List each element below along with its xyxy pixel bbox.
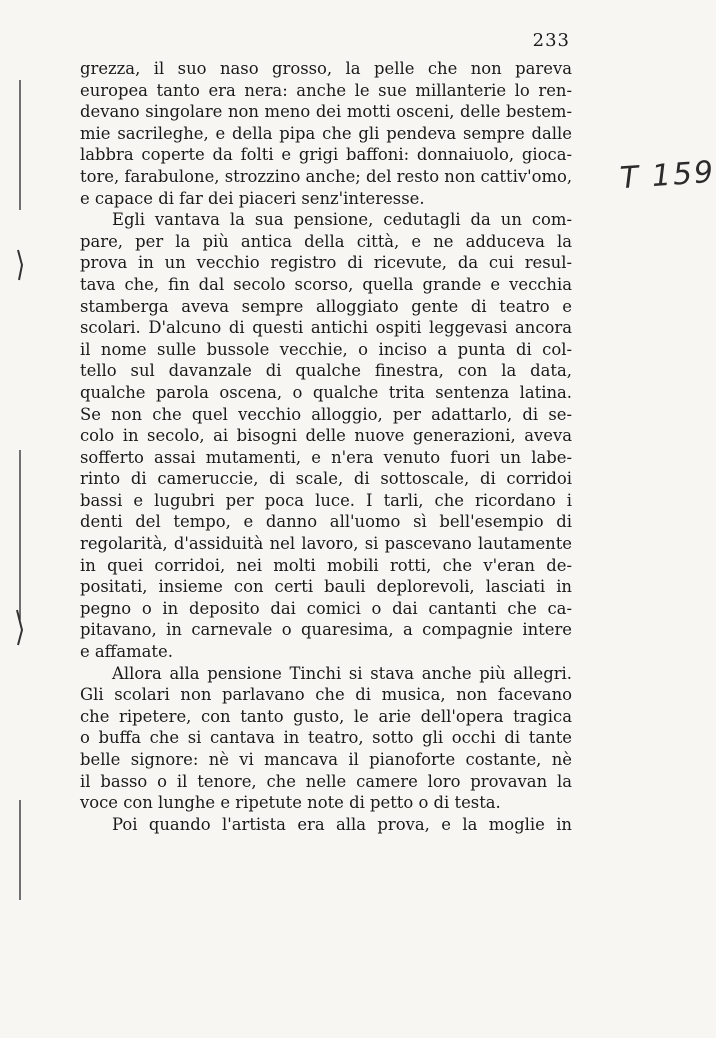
text-line: pitavano, in carnevale o quaresima, a compagnie intere bbox=[80, 620, 572, 640]
text-line: e capace di far dei piaceri senz'interesse. bbox=[80, 188, 425, 208]
text-line: prova in un vecchio registro di ricevute, da cui resul- bbox=[80, 253, 572, 273]
text-line: pegno o in deposito dai comici o dai cantanti che ca- bbox=[80, 598, 572, 618]
text-line: Gli scolari non parlavano che di musica, non facevano bbox=[80, 685, 572, 705]
text-line: che ripetere, con tanto gusto, le arie dell'opera tragica bbox=[80, 706, 572, 726]
text-line: bassi e lugubri per poca luce. I tarli, che ricordano i bbox=[80, 490, 572, 510]
text-line: belle signore: nè vi mancava il pianoforte costante, nè bbox=[80, 750, 572, 769]
text-line: scolari. D'alcuno di questi antichi ospiti leggevasi ancora bbox=[80, 318, 572, 338]
text-line: europea tanto era nera: anche le sue millanterie lo ren- bbox=[80, 80, 572, 100]
text-line: il nome sulle bussole vecchie, o inciso a punta di col- bbox=[80, 339, 572, 359]
binding-margin-marks bbox=[0, 0, 40, 1038]
text-line: sofferto assai mutamenti, e n'era venuto fuori un labe- bbox=[80, 447, 572, 467]
text-line: mie sacrileghe, e della pipa che gli pendeva sempre dalle bbox=[80, 123, 572, 143]
text-line: regolarità, d'assiduità nel lavoro, si pascevano lautamente bbox=[80, 534, 572, 554]
text-line: Egli vantava la sua pensione, cedutagli da un com- bbox=[112, 210, 572, 230]
text-line: rinto di cameruccie, di scale, di sottoscale, di corridoi bbox=[80, 469, 572, 489]
text-line: colo in secolo, ai bisogni delle nuove generazioni, aveva bbox=[80, 426, 572, 446]
text-line: grezza, il suo naso grosso, la pelle che non pareva bbox=[80, 59, 572, 78]
text-line: il basso o il tenore, che nelle camere loro provavan la bbox=[80, 771, 572, 791]
handwritten-margin-note: T 159 bbox=[618, 154, 716, 197]
text-line: pare, per la più antica della città, e ne adduceva la bbox=[80, 231, 572, 251]
text-line: labbra coperte da folti e grigi baffoni: donnaiuolo, gioca- bbox=[80, 145, 572, 165]
text-line: devano singolare non meno dei motti osceni, delle bestem- bbox=[80, 102, 572, 122]
text-line: denti del tempo, e danno all'uomo sì bell'esempio di bbox=[80, 512, 572, 532]
text-line: positati, insieme con certi bauli deplorevoli, lasciati in bbox=[80, 577, 572, 597]
text-line: tello sul davanzale di qualche finestra, con la data, bbox=[80, 361, 572, 381]
page-number: 233 bbox=[532, 30, 570, 51]
body-text bbox=[80, 58, 572, 835]
text-line: Poi quando l'artista era alla prova, e la moglie in bbox=[112, 814, 572, 834]
text-line: voce con lunghe e ripetute note di petto o di testa. bbox=[80, 793, 501, 813]
text-line: stamberga aveva sempre alloggiato gente di teatro e bbox=[80, 296, 572, 316]
text-line: Se non che quel vecchio alloggio, per adattarlo, di se- bbox=[80, 404, 572, 424]
text-line: o buffa che si cantava in teatro, sotto gli occhi di tante bbox=[80, 728, 572, 748]
text-line: tore, farabulone, strozzino anche; del resto non cattiv'omo, bbox=[80, 166, 573, 186]
text-line: in quei corridoi, nei molti mobili rotti, che v'eran de- bbox=[80, 555, 572, 575]
text-line: Allora alla pensione Tinchi si stava anche più allegri. bbox=[112, 663, 572, 683]
text-line: e affamate. bbox=[80, 642, 173, 662]
text-line: qualche parola oscena, o qualche trita sentenza latina. bbox=[80, 382, 572, 402]
text-line: tava che, fin dal secolo scorso, quella grande e vecchia bbox=[80, 274, 572, 294]
